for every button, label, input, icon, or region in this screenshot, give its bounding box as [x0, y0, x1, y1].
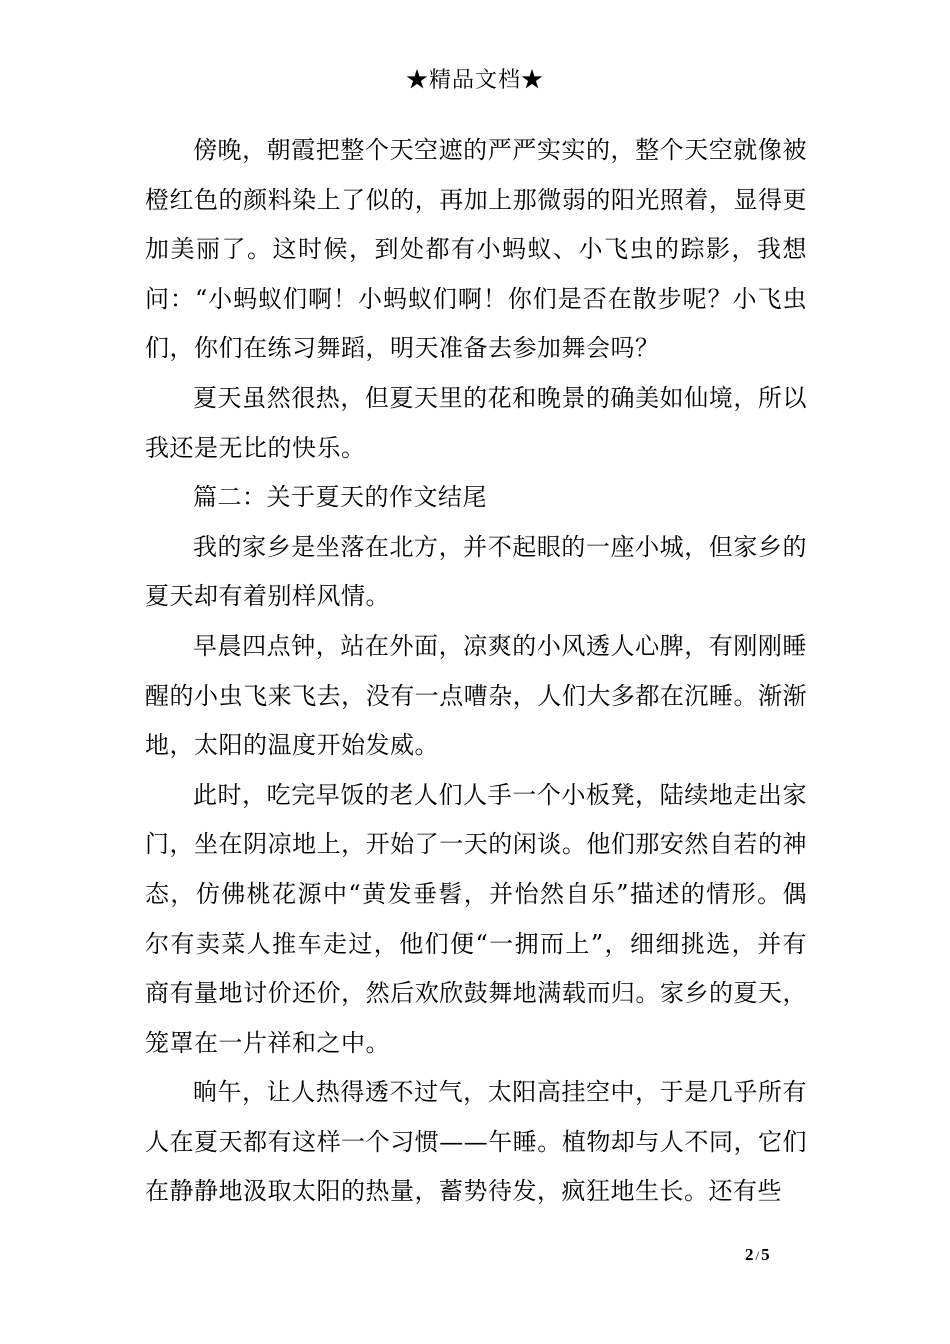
document-body [145, 126, 807, 1217]
paragraph-1: 傍晚，朝霞把整个天空遮的严严实实的，整个天空就像被橙红色的颜料染上了似的，再加上那微弱的阳光照着，显得更加美丽了。这时候，到处都有小蚂蚁、小飞虫的踪影，我想问：“小蚂蚁们啊！小蚂蚁们啊！你们是否在散步呢？小飞虫们，你们在练习舞蹈，明天准备去参加舞会吗？ [145, 136, 807, 363]
paragraph-4: 早晨四点钟，站在外面，凉爽的小风透人心脾，有刚刚睡醒的小虫飞来飞去，没有一点嘈杂，人们大多都在沉睡。渐渐地，太阳的温度开始发威。 [145, 631, 807, 760]
paragraph-2: 夏天虽然很热，但夏天里的花和晚景的确美如仙境，所以我还是无比的快乐。 [145, 383, 807, 462]
paragraph-3: 我的家乡是坐落在北方，并不起眼的一座小城，但家乡的夏天却有着别样风情。 [145, 532, 807, 611]
paragraph-6: 晌午，让人热得透不过气，太阳高挂空中，于是几乎所有人在夏天都有这样一个习惯——午睡。植物却与人不同，它们在静静地汲取太阳的热量，蓄势待发，疯狂地生长。还有些 [145, 1078, 807, 1206]
page-number-separator: / [755, 1248, 760, 1263]
page-number [745, 1244, 770, 1267]
paragraph-5: 此时，吃完早饭的老人们人手一个小板凳，陆续地走出家门，坐在阴凉地上，开始了一天的闲谈。他们那安然自若的神态，仿佛桃花源中“黄发垂髫，并怡然自乐”描述的情形。偶尔有卖菜人推车走过，他们便“一拥而上”，细细挑选，并有商有量地讨价还价，然后欢欣鼓舞地满载而归。家乡的夏天，笼罩在一片祥和之中。 [145, 780, 807, 1057]
section-heading: 篇二：关于夏天的作文结尾 [193, 483, 487, 512]
page-number-current: 2 [745, 1245, 754, 1264]
page-header-title: ★精品文档★ [405, 68, 544, 93]
page-number-total: 5 [761, 1245, 770, 1264]
